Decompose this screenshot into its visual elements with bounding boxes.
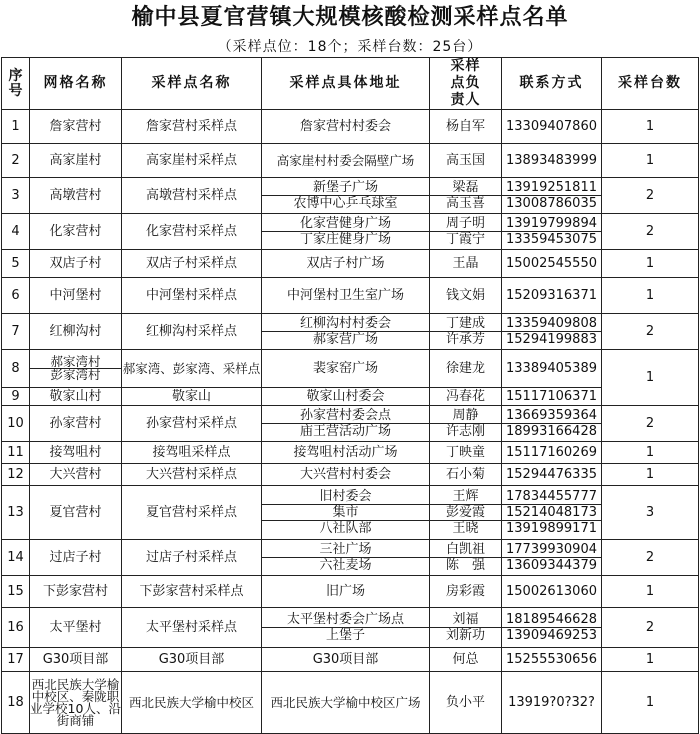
cell-person-stack: [430, 542, 501, 573]
table-row: [2, 350, 699, 388]
cell-grid: 下彭家营村: [30, 576, 122, 608]
cell-address-stack: [262, 316, 429, 347]
cell-phone-line: 13008786035: [502, 195, 601, 211]
cell-phone: 15117160269: [502, 442, 602, 464]
cell-grid: 孙家营村: [30, 406, 122, 442]
cell-seq: 13: [2, 486, 30, 540]
cell-phone-line: 13919899171: [502, 520, 601, 536]
cell-address: 詹家营村村委会: [262, 110, 430, 144]
cell-seq: 18: [2, 672, 30, 734]
cell-person: 徐建龙: [430, 350, 502, 388]
cell-count: 2: [602, 178, 699, 214]
cell-site: 大兴营村采样点: [122, 464, 262, 486]
cell-count: 1: [602, 278, 699, 314]
cell-grid: 中河堡村: [30, 278, 122, 314]
cell-phone: 15117106371: [502, 388, 602, 406]
cell-address-line: 上堡子: [262, 627, 429, 643]
cell-phone-stack: [502, 612, 601, 643]
cell-person: 负小平: [430, 672, 502, 734]
cell-person-line: 周子明: [445, 216, 485, 231]
cell-phone-line: 17739930904: [506, 542, 597, 557]
cell-person: [430, 540, 502, 576]
table-row: [2, 442, 699, 464]
cell-phone: 15002613060: [502, 576, 602, 608]
cell-site: 过店子村采样点: [122, 540, 262, 576]
cell-address-line: 郝家营广场: [262, 331, 429, 347]
cell-grid: 过店子村: [30, 540, 122, 576]
cell-count: 2: [602, 314, 699, 350]
cell-person: [430, 178, 502, 214]
cell-phone: [502, 486, 602, 540]
cell-seq: 16: [2, 608, 30, 648]
table-row: [2, 278, 699, 314]
cell-phone-stack: [502, 408, 601, 439]
table-header-row: [2, 58, 699, 110]
cell-person-line: 周静: [452, 408, 479, 423]
table-row: [2, 486, 699, 540]
cell-address-stack: [262, 216, 429, 247]
cell-address: 双店子村广场: [262, 250, 430, 278]
cell-count: 1: [602, 648, 699, 672]
cell-address: 旧广场: [262, 576, 430, 608]
cell-grid: 大兴营村: [30, 464, 122, 486]
cell-person: 丁映童: [430, 442, 502, 464]
header-phone: 联系方式: [502, 58, 602, 110]
table-row: [2, 576, 699, 608]
cell-phone-line: 18189546628: [506, 612, 597, 627]
cell-phone-line: 13909469253: [502, 627, 601, 643]
cell-person-line: 许志刚: [430, 423, 501, 439]
cell-site: 接驾咀采样点: [122, 442, 262, 464]
cell-person-line: 许承芳: [430, 331, 501, 347]
cell-address-line: 新堡子广场: [312, 180, 378, 195]
cell-phone: 13309407860: [502, 110, 602, 144]
cell-grid-line: 彭家湾村: [30, 368, 121, 381]
cell-address: 敬家山村委会: [262, 388, 430, 406]
cell-person-line: 王辉: [452, 489, 479, 504]
cell-phone: [502, 406, 602, 442]
cell-phone: 13893483999: [502, 144, 602, 178]
cell-address-line: 集市: [262, 504, 429, 520]
cell-count: 2: [602, 540, 699, 576]
cell-grid: 双店子村: [30, 250, 122, 278]
table-row: [2, 406, 699, 442]
cell-seq: 3: [2, 178, 30, 214]
cell-count: 1: [602, 250, 699, 278]
cell-address: G30项目部: [262, 648, 430, 672]
cell-phone-line: 18993166428: [502, 423, 601, 439]
cell-address: 大兴营村村委会: [262, 464, 430, 486]
cell-site: 高墩营村采样点: [122, 178, 262, 214]
cell-person-line: 高玉喜: [430, 195, 501, 211]
cell-address: [262, 406, 430, 442]
cell-person-line: 梁磊: [452, 180, 479, 195]
cell-person: 石小菊: [430, 464, 502, 486]
cell-address-line: 化家营健身广场: [299, 216, 391, 231]
cell-person: [430, 486, 502, 540]
cell-count: 2: [602, 214, 699, 250]
cell-site: 夏官营村采样点: [122, 486, 262, 540]
cell-seq: 7: [2, 314, 30, 350]
cell-phone: 15209316371: [502, 278, 602, 314]
cell-seq: 12: [2, 464, 30, 486]
cell-grid: [30, 350, 122, 388]
cell-person-line: 王晓: [430, 520, 501, 536]
cell-person-stack: [430, 316, 501, 347]
cell-seq: 11: [2, 442, 30, 464]
header-site: 采样点名称: [122, 58, 262, 110]
cell-seq: 14: [2, 540, 30, 576]
cell-address: [262, 314, 430, 350]
cell-grid: 接驾咀村: [30, 442, 122, 464]
cell-person: 杨自军: [430, 110, 502, 144]
cell-grid: 红柳沟村: [30, 314, 122, 350]
cell-phone: 15255530656: [502, 648, 602, 672]
cell-address: 西北民族大学榆中校区广场: [262, 672, 430, 734]
cell-address-line: 太平堡村委会广场点: [286, 612, 404, 627]
cell-grid: 夏官营村: [30, 486, 122, 540]
cell-grid: 敬家山村: [30, 388, 122, 406]
table-row: [2, 250, 699, 278]
cell-address: 中河堡村卫生室广场: [262, 278, 430, 314]
cell-address: 裴家窑广场: [262, 350, 430, 388]
cell-count: 1: [602, 576, 699, 608]
cell-address-line: 三社广场: [319, 542, 372, 557]
cell-phone-stack: [502, 180, 601, 211]
cell-count: 1: [602, 350, 699, 406]
cell-count: 1: [602, 672, 699, 734]
cell-person-line: 彭爱霞: [430, 504, 501, 520]
cell-phone-stack: [502, 489, 601, 536]
cell-site: 高家崖村采样点: [122, 144, 262, 178]
table-row: [2, 144, 699, 178]
cell-count: 1: [602, 144, 699, 178]
cell-phone-line: 17834455777: [506, 489, 597, 504]
cell-person-line: 陈 强: [430, 557, 501, 573]
cell-grid: 詹家营村: [30, 110, 122, 144]
cell-site: 孙家营村采样点: [122, 406, 262, 442]
cell-seq: 17: [2, 648, 30, 672]
cell-address-line: 丁家庄健身广场: [262, 231, 429, 247]
cell-address-stack: [262, 408, 429, 439]
cell-count: 3: [602, 486, 699, 540]
sampling-site-table: [1, 57, 699, 734]
table-row: [2, 110, 699, 144]
cell-phone: [502, 178, 602, 214]
cell-person: 何总: [430, 648, 502, 672]
table-row: [2, 388, 699, 406]
cell-phone-line: 13359453075: [502, 231, 601, 247]
cell-address-line: 孙家营村委会点: [299, 408, 391, 423]
cell-seq: 1: [2, 110, 30, 144]
cell-phone: [502, 540, 602, 576]
cell-address: 高家崖村村委会隔壁广场: [262, 144, 430, 178]
table-row: [2, 540, 699, 576]
cell-phone-line: 13359409808: [506, 316, 597, 331]
cell-address: [262, 540, 430, 576]
cell-phone: [502, 214, 602, 250]
cell-phone-line: 13919799894: [506, 216, 597, 231]
cell-seq: 2: [2, 144, 30, 178]
cell-seq: 15: [2, 576, 30, 608]
cell-site: 下彭家营村采样点: [122, 576, 262, 608]
cell-address-line: 八社队部: [262, 520, 429, 536]
cell-person-stack: [430, 216, 501, 247]
header-person: 采样点负责人: [430, 58, 502, 110]
cell-phone-stack: [502, 542, 601, 573]
cell-seq: 6: [2, 278, 30, 314]
cell-address-line: 农博中心乒乓球室: [262, 195, 429, 211]
cell-site: 双店子村采样点: [122, 250, 262, 278]
cell-count: 1: [602, 110, 699, 144]
cell-site: 詹家营村采样点: [122, 110, 262, 144]
header-seq: 序号: [2, 58, 30, 110]
cell-address-line: 旧村委会: [319, 489, 372, 504]
cell-phone-line: 13609344379: [502, 557, 601, 573]
cell-address: [262, 214, 430, 250]
cell-seq: 9: [2, 388, 30, 406]
cell-count: 1: [602, 442, 699, 464]
table-row: [2, 214, 699, 250]
cell-seq: 8: [2, 350, 30, 388]
cell-seq: 5: [2, 250, 30, 278]
cell-person-line: 白凯祖: [445, 542, 485, 557]
cell-phone-stack: [502, 316, 601, 347]
cell-site: G30项目部: [122, 648, 262, 672]
cell-address-line: 红柳沟村村委会: [299, 316, 391, 331]
cell-site: 中河堡村采样点: [122, 278, 262, 314]
cell-count: 2: [602, 608, 699, 648]
cell-grid-stack: [30, 356, 121, 381]
cell-site: 红柳沟村采样点: [122, 314, 262, 350]
cell-grid: 化家营村: [30, 214, 122, 250]
cell-grid-line: 郝家湾村: [50, 354, 101, 369]
cell-phone: 13389405389: [502, 350, 602, 388]
cell-person: [430, 608, 502, 648]
cell-site: 太平堡村采样点: [122, 608, 262, 648]
cell-phone: 13919?0?32?: [502, 672, 602, 734]
cell-phone: [502, 608, 602, 648]
cell-person-stack: [430, 408, 501, 439]
cell-phone-line: 15294199883: [502, 331, 601, 347]
cell-person: 房彩霞: [430, 576, 502, 608]
cell-grid: 太平堡村: [30, 608, 122, 648]
cell-person: [430, 214, 502, 250]
table-row: [2, 672, 699, 734]
cell-person-line: 丁霞宁: [430, 231, 501, 247]
cell-person: 王晶: [430, 250, 502, 278]
cell-address-stack: [262, 612, 429, 643]
cell-phone-line: 13669359364: [506, 408, 597, 423]
cell-site: 郝家湾、彭家湾、采样点: [122, 350, 262, 388]
header-count: 采样台数: [602, 58, 699, 110]
cell-seq: 10: [2, 406, 30, 442]
cell-phone: [502, 314, 602, 350]
cell-person-stack: [430, 612, 501, 643]
cell-person-stack: [430, 180, 501, 211]
cell-person: [430, 314, 502, 350]
cell-address: [262, 178, 430, 214]
cell-person: 钱文娟: [430, 278, 502, 314]
table-row: [2, 464, 699, 486]
cell-site: 西北民族大学榆中校区: [122, 672, 262, 734]
cell-phone-line: 13919251811: [506, 180, 597, 195]
document-title: 榆中县夏官营镇大规模核酸检测采样点名单: [131, 5, 569, 30]
cell-count: 2: [602, 406, 699, 442]
header-address: 采样点具体地址: [262, 58, 430, 110]
header-grid: 网格名称: [30, 58, 122, 110]
cell-seq: 4: [2, 214, 30, 250]
cell-grid: 高墩营村: [30, 178, 122, 214]
cell-person-line: 刘新功: [430, 627, 501, 643]
cell-person-stack: [430, 489, 501, 536]
cell-address-stack: [262, 542, 429, 573]
cell-address: 接驾咀村活动广场: [262, 442, 430, 464]
cell-grid: G30项目部: [30, 648, 122, 672]
document-subtitle: （采样点位：18个；采样台数：25台）: [217, 39, 483, 55]
cell-address: [262, 486, 430, 540]
cell-phone: 15294476335: [502, 464, 602, 486]
table-row: [2, 608, 699, 648]
cell-site: 化家营村采样点: [122, 214, 262, 250]
table-row: [2, 178, 699, 214]
cell-person: 高玉国: [430, 144, 502, 178]
cell-grid: 高家崖村: [30, 144, 122, 178]
cell-address-stack: [262, 489, 429, 536]
cell-address: [262, 608, 430, 648]
cell-person: 冯春花: [430, 388, 502, 406]
cell-phone-line: 15214048173: [502, 504, 601, 520]
cell-person: [430, 406, 502, 442]
cell-address-line: 六社麦场: [262, 557, 429, 573]
cell-count: 1: [602, 464, 699, 486]
cell-phone: 15002545550: [502, 250, 602, 278]
table-row: [2, 314, 699, 350]
table-row: [2, 648, 699, 672]
cell-person-line: 丁建成: [445, 316, 485, 331]
cell-address-line: 庙王营活动广场: [262, 423, 429, 439]
cell-grid: 西北民族大学榆中校区、秦陇职业学校10人、沿街商铺: [30, 672, 122, 734]
cell-phone-stack: [502, 216, 601, 247]
cell-site: 敬家山: [122, 388, 262, 406]
cell-address-stack: [262, 180, 429, 211]
cell-person-line: 刘福: [452, 612, 479, 627]
